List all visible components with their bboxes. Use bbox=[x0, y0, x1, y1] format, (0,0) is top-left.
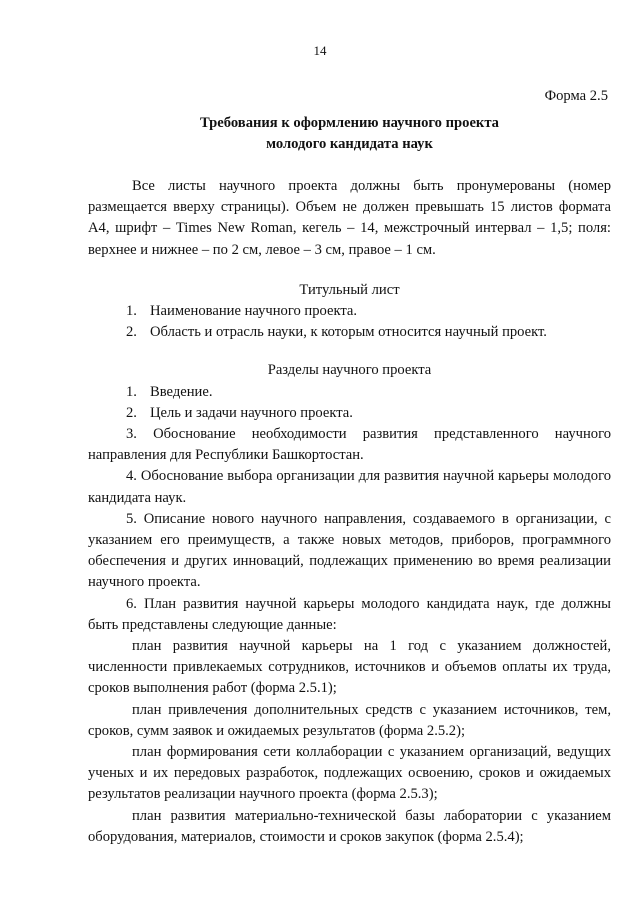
document-title bbox=[88, 113, 611, 155]
sections-heading: Разделы научного проекта bbox=[267, 362, 432, 379]
plan-item-2-5-3: план формирования сети коллаборации с указанием организаций, ведущих ученых и их передовых разработок, подлежащих освоению, сроков и ожидаемых результатов реализации научного проекта (форма 2.5.3); bbox=[88, 744, 611, 803]
list-item: 1. Введение. bbox=[126, 383, 213, 400]
document-body bbox=[88, 113, 611, 848]
intro-paragraph: Все листы научного проекта должны быть пронумерованы (номер размещается вверху страницы). Объем не должен превышать 15 листов формата А4, шрифт – Times New Roman, кегель – 14, межстрочный интервал – 1,5; поля: верхнее и нижнее – по 2 см, левое – 3 см, правое – 1 см. bbox=[88, 178, 611, 258]
title-page-list bbox=[88, 301, 611, 343]
title-line-2: молодого кандидата наук bbox=[266, 136, 433, 152]
list-item: 2. Область и отрасль науки, к которым относится научный проект. bbox=[126, 324, 547, 341]
section-item-6: 6. План развития научной карьеры молодого кандидата наук, где должны быть представлены следующие данные: bbox=[88, 595, 611, 633]
sections-list bbox=[88, 382, 611, 424]
title-page-heading: Титульный лист bbox=[299, 281, 400, 298]
title-line-1: Требования к оформлению научного проекта bbox=[200, 115, 499, 131]
list-item: 2. Цель и задачи научного проекта. bbox=[126, 404, 353, 421]
plan-item-2-5-4: план развития материально-технической базы лаборатории с указанием оборудования, материалов, стоимости и сроков закупок (форма 2.5.4); bbox=[88, 807, 611, 845]
section-item-5: 5. Описание нового научного направления, создаваемого в организации, с указанием его преимуществ, а также новых методов, приборов, программного обеспечения и других инноваций, подлежащих применению во время реализации научного проекта. bbox=[88, 510, 611, 591]
form-label: Форма 2.5 bbox=[544, 88, 608, 104]
plan-item-2-5-2: план привлечения дополнительных средств с указанием источников, тем, сроков, сумм заявок и ожидаемых результатов (форма 2.5.2); bbox=[88, 701, 611, 739]
section-item-3: 3. Обоснование необходимости развития представленного научного направления для Республики Башкортостан. bbox=[88, 426, 611, 464]
list-item: 1. Наименование научного проекта. bbox=[126, 303, 358, 320]
plan-item-2-5-1: план развития научной карьеры на 1 год с указанием должностей, численности привлекаемых сотрудников, источников и объемов оплаты их труда, сроков выполнения работ (форма 2.5.1); bbox=[88, 638, 611, 697]
page-number: 14 bbox=[313, 43, 327, 58]
section-item-4: 4. Обоснование выбора организации для развития научной карьеры молодого кандидата наук. bbox=[88, 468, 611, 506]
